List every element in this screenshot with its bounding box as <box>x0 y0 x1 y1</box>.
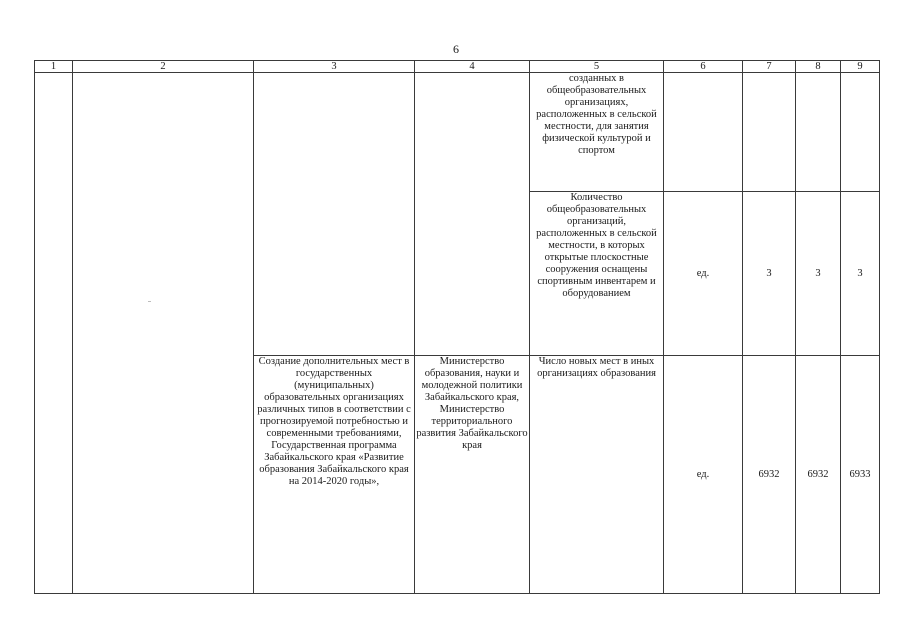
value-7-cell: 3 <box>743 192 796 356</box>
value-8-cell-empty <box>796 73 841 192</box>
column-number-6: 6 <box>664 61 743 73</box>
indicator-open-facilities-cell: Количество общеобразовательных организаций, расположенных в сельской местности, в которых открытые плоскостные сооружения оснащены спортивным инвентарем и оборудованием <box>530 192 664 356</box>
value-8-cell: 3 <box>796 192 841 356</box>
unit-cell: ед. <box>664 356 743 594</box>
page-number: 6 <box>453 42 459 56</box>
column-number-4: 4 <box>415 61 530 73</box>
column-number-2: 2 <box>73 61 254 73</box>
activity-cell: Создание дополнительных мест в государственных (муниципальных) образовательных организациях различных типов в соответствии с прогнозируемой потребностью и современными требованиями, Государственная программа Забайкальского края «Развитие образования Забайкальского края на 2014-2020 годы», <box>254 356 415 594</box>
value-7-cell: 6932 <box>743 356 796 594</box>
unit-cell-empty <box>664 73 743 192</box>
cell-activity-empty <box>254 73 415 356</box>
cell-col1 <box>35 73 73 594</box>
executor-cell: Министерство образования, науки и молодежной политики Забайкальского края, Министерство территориального развития Забайкальского края <box>415 356 530 594</box>
value-8-cell: 6932 <box>796 356 841 594</box>
column-number-3: 3 <box>254 61 415 73</box>
unit-cell: ед. <box>664 192 743 356</box>
column-number-8: 8 <box>796 61 841 73</box>
column-number-1: 1 <box>35 61 73 73</box>
column-number-5: 5 <box>530 61 664 73</box>
column-number-row <box>35 61 880 73</box>
program-table <box>34 60 880 594</box>
value-9-cell-empty <box>841 73 880 192</box>
cell-executor-empty <box>415 73 530 356</box>
indicator-continued-cell: созданных в общеобразовательных организациях, расположенных в сельской местности, для занятия физической культурой и спортом <box>530 73 664 192</box>
scan-smudge <box>148 301 151 302</box>
indicator-new-places-cell: Число новых мест в иных организациях образования <box>530 356 664 594</box>
cell-col2 <box>73 73 254 594</box>
table-row <box>35 73 880 192</box>
value-9-cell: 3 <box>841 192 880 356</box>
column-number-7: 7 <box>743 61 796 73</box>
value-9-cell: 6933 <box>841 356 880 594</box>
column-number-9: 9 <box>841 61 880 73</box>
value-7-cell-empty <box>743 73 796 192</box>
